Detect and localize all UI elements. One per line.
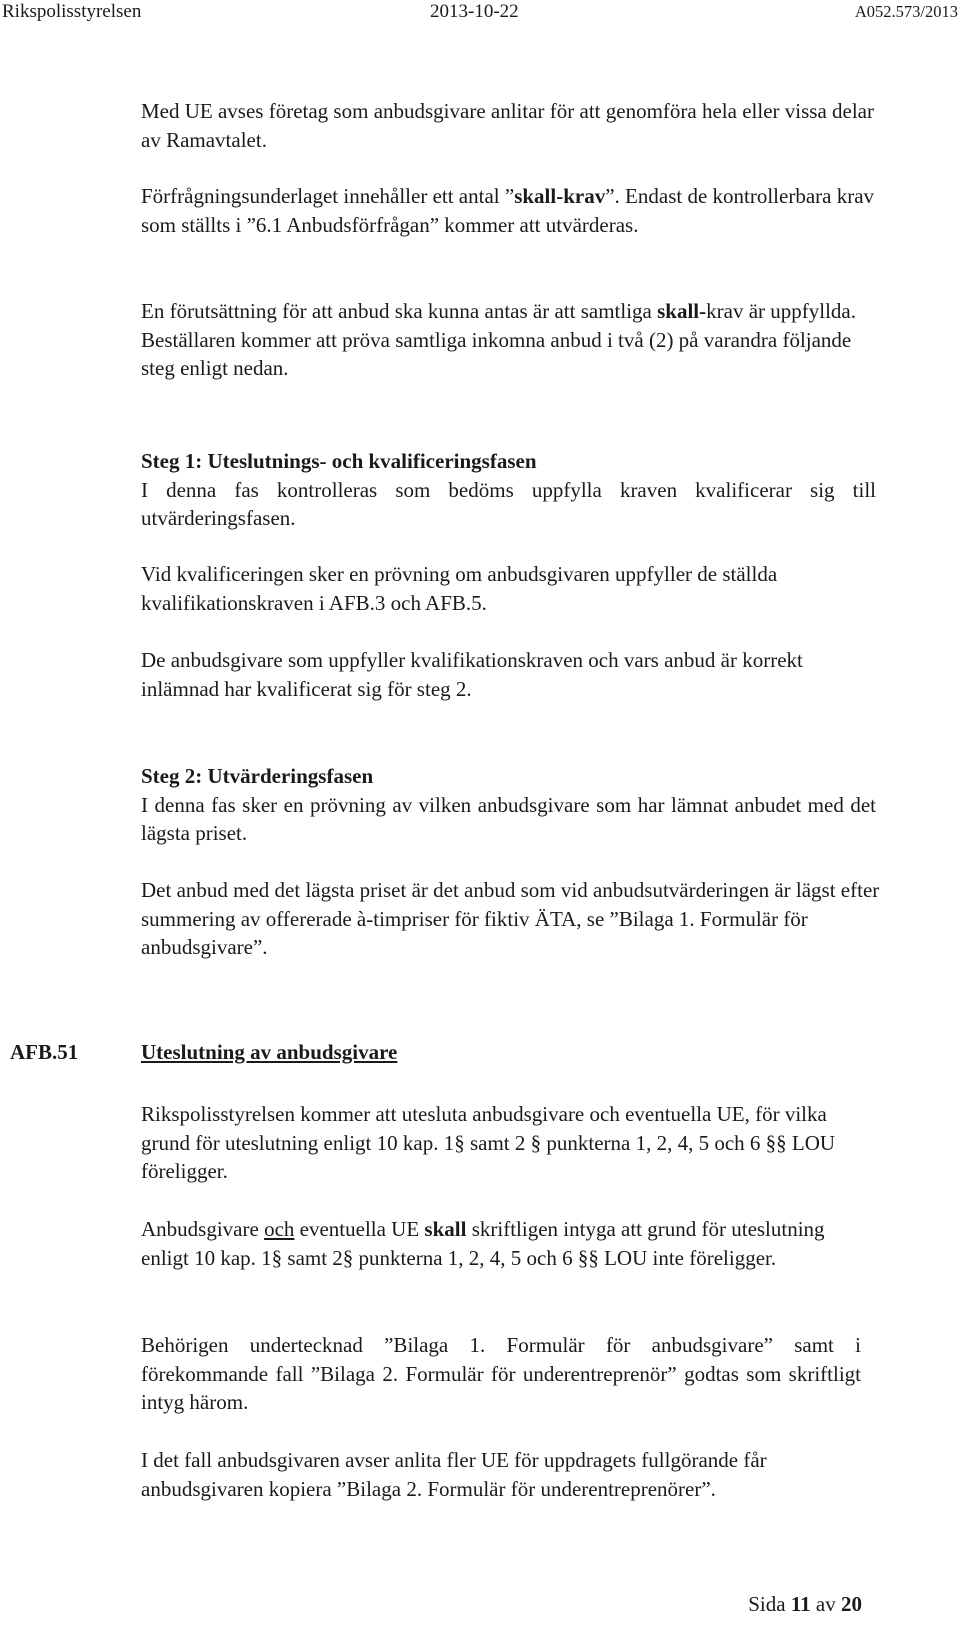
step1-section <box>141 447 876 533</box>
skall-krav-term: skall-krav <box>514 184 606 208</box>
och-underlined: och <box>264 1217 295 1241</box>
skall-term-bold: skall <box>424 1217 467 1241</box>
step1-heading: Steg 1: Uteslutnings- och kvalificeringsfasen <box>141 449 537 473</box>
intro-paragraph-1: Med UE avses företag som anbudsgivare anlitar för att genomföra hela eller vissa delar av Ramavtalet. <box>141 99 874 152</box>
step2-heading: Steg 2: Utvärderingsfasen <box>141 764 374 788</box>
skall-term: skall- <box>657 299 707 323</box>
current-page: 11 <box>790 1592 811 1616</box>
intro-paragraph-3: En förutsättning för att anbud ska kunna antas är att samtliga skall-krav är uppfyllda. Beställaren kommer att pröva samtliga inkomna anbud i två (2) på varandra följande steg enligt nedan. <box>141 299 857 381</box>
afb51-paragraph-3: Behörigen undertecknad ”Bilaga 1. Formulär för anbudsgivare” samt i förekommande fall ”Bilaga 2. Formulär för underentreprenör” godtas som skriftligt intyg härom. <box>141 1333 861 1415</box>
step2-paragraph-2: Det anbud med det lägsta priset är det anbud som vid anbudsutvärderingen är lägst efter summering av offererade à-timpriser för fiktiv ÄTA, se ”Bilaga 1. Formulär för anbudsgivare”. <box>141 878 880 960</box>
page-header <box>0 0 960 28</box>
page-number: Sida 11 av 20 <box>748 1592 862 1616</box>
afb51-paragraph-4: I det fall anbudsgivaren avser anlita fler UE för uppdragets fullgörande får anbudsgivaren kopiera ”Bilaga 2. Formulär för underentreprenörer”. <box>141 1448 767 1501</box>
section-title: Uteslutning av anbudsgivare <box>141 1040 398 1064</box>
header-organization: Rikspolisstyrelsen <box>2 1 142 22</box>
header-reference: A052.573/2013 <box>854 2 958 21</box>
intro-paragraph-2: Förfrågningsunderlaget innehåller ett antal ”skall-krav”. Endast de kontrollerbara krav som ställts i ”6.1 Anbudsförfrågan” kommer att utvärderas. <box>141 184 875 237</box>
step1-paragraph-2: Vid kvalificeringen sker en prövning om anbudsgivaren uppfyller de ställda kvalifikationskraven i AFB.3 och AFB.5. <box>141 562 778 615</box>
step2-section <box>141 762 876 848</box>
header-date: 2013-10-22 <box>430 1 519 22</box>
afb51-paragraph-1: Rikspolisstyrelsen kommer att utesluta anbudsgivare och eventuella UE, för vilka grund för uteslutning enligt 10 kap. 1§ samt 2 § punkterna 1, 2, 4, 5 och 6 §§ LOU föreligger. <box>141 1102 836 1184</box>
step2-paragraph-1: I denna fas sker en prövning av vilken anbudsgivare som har lämnat anbudet med det lägsta priset. <box>141 792 876 846</box>
section-code: AFB.51 <box>10 1040 79 1064</box>
afb51-paragraph-2: Anbudsgivare och eventuella UE skall skriftligen intyga att grund för uteslutning enligt 10 kap. 1§ samt 2§ punkterna 1, 2, 4, 5 och 6 §§ LOU inte föreligger. <box>141 1217 825 1270</box>
total-pages: 20 <box>841 1592 862 1616</box>
step1-paragraph-1: I denna fas kontrolleras som bedöms uppfylla kraven kvalificerar sig till utvärderingsfasen. <box>141 477 876 531</box>
step1-paragraph-3: De anbudsgivare som uppfyller kvalifikationskraven och vars anbud är korrekt inlämnad har kvalificerat sig för steg 2. <box>141 648 803 701</box>
